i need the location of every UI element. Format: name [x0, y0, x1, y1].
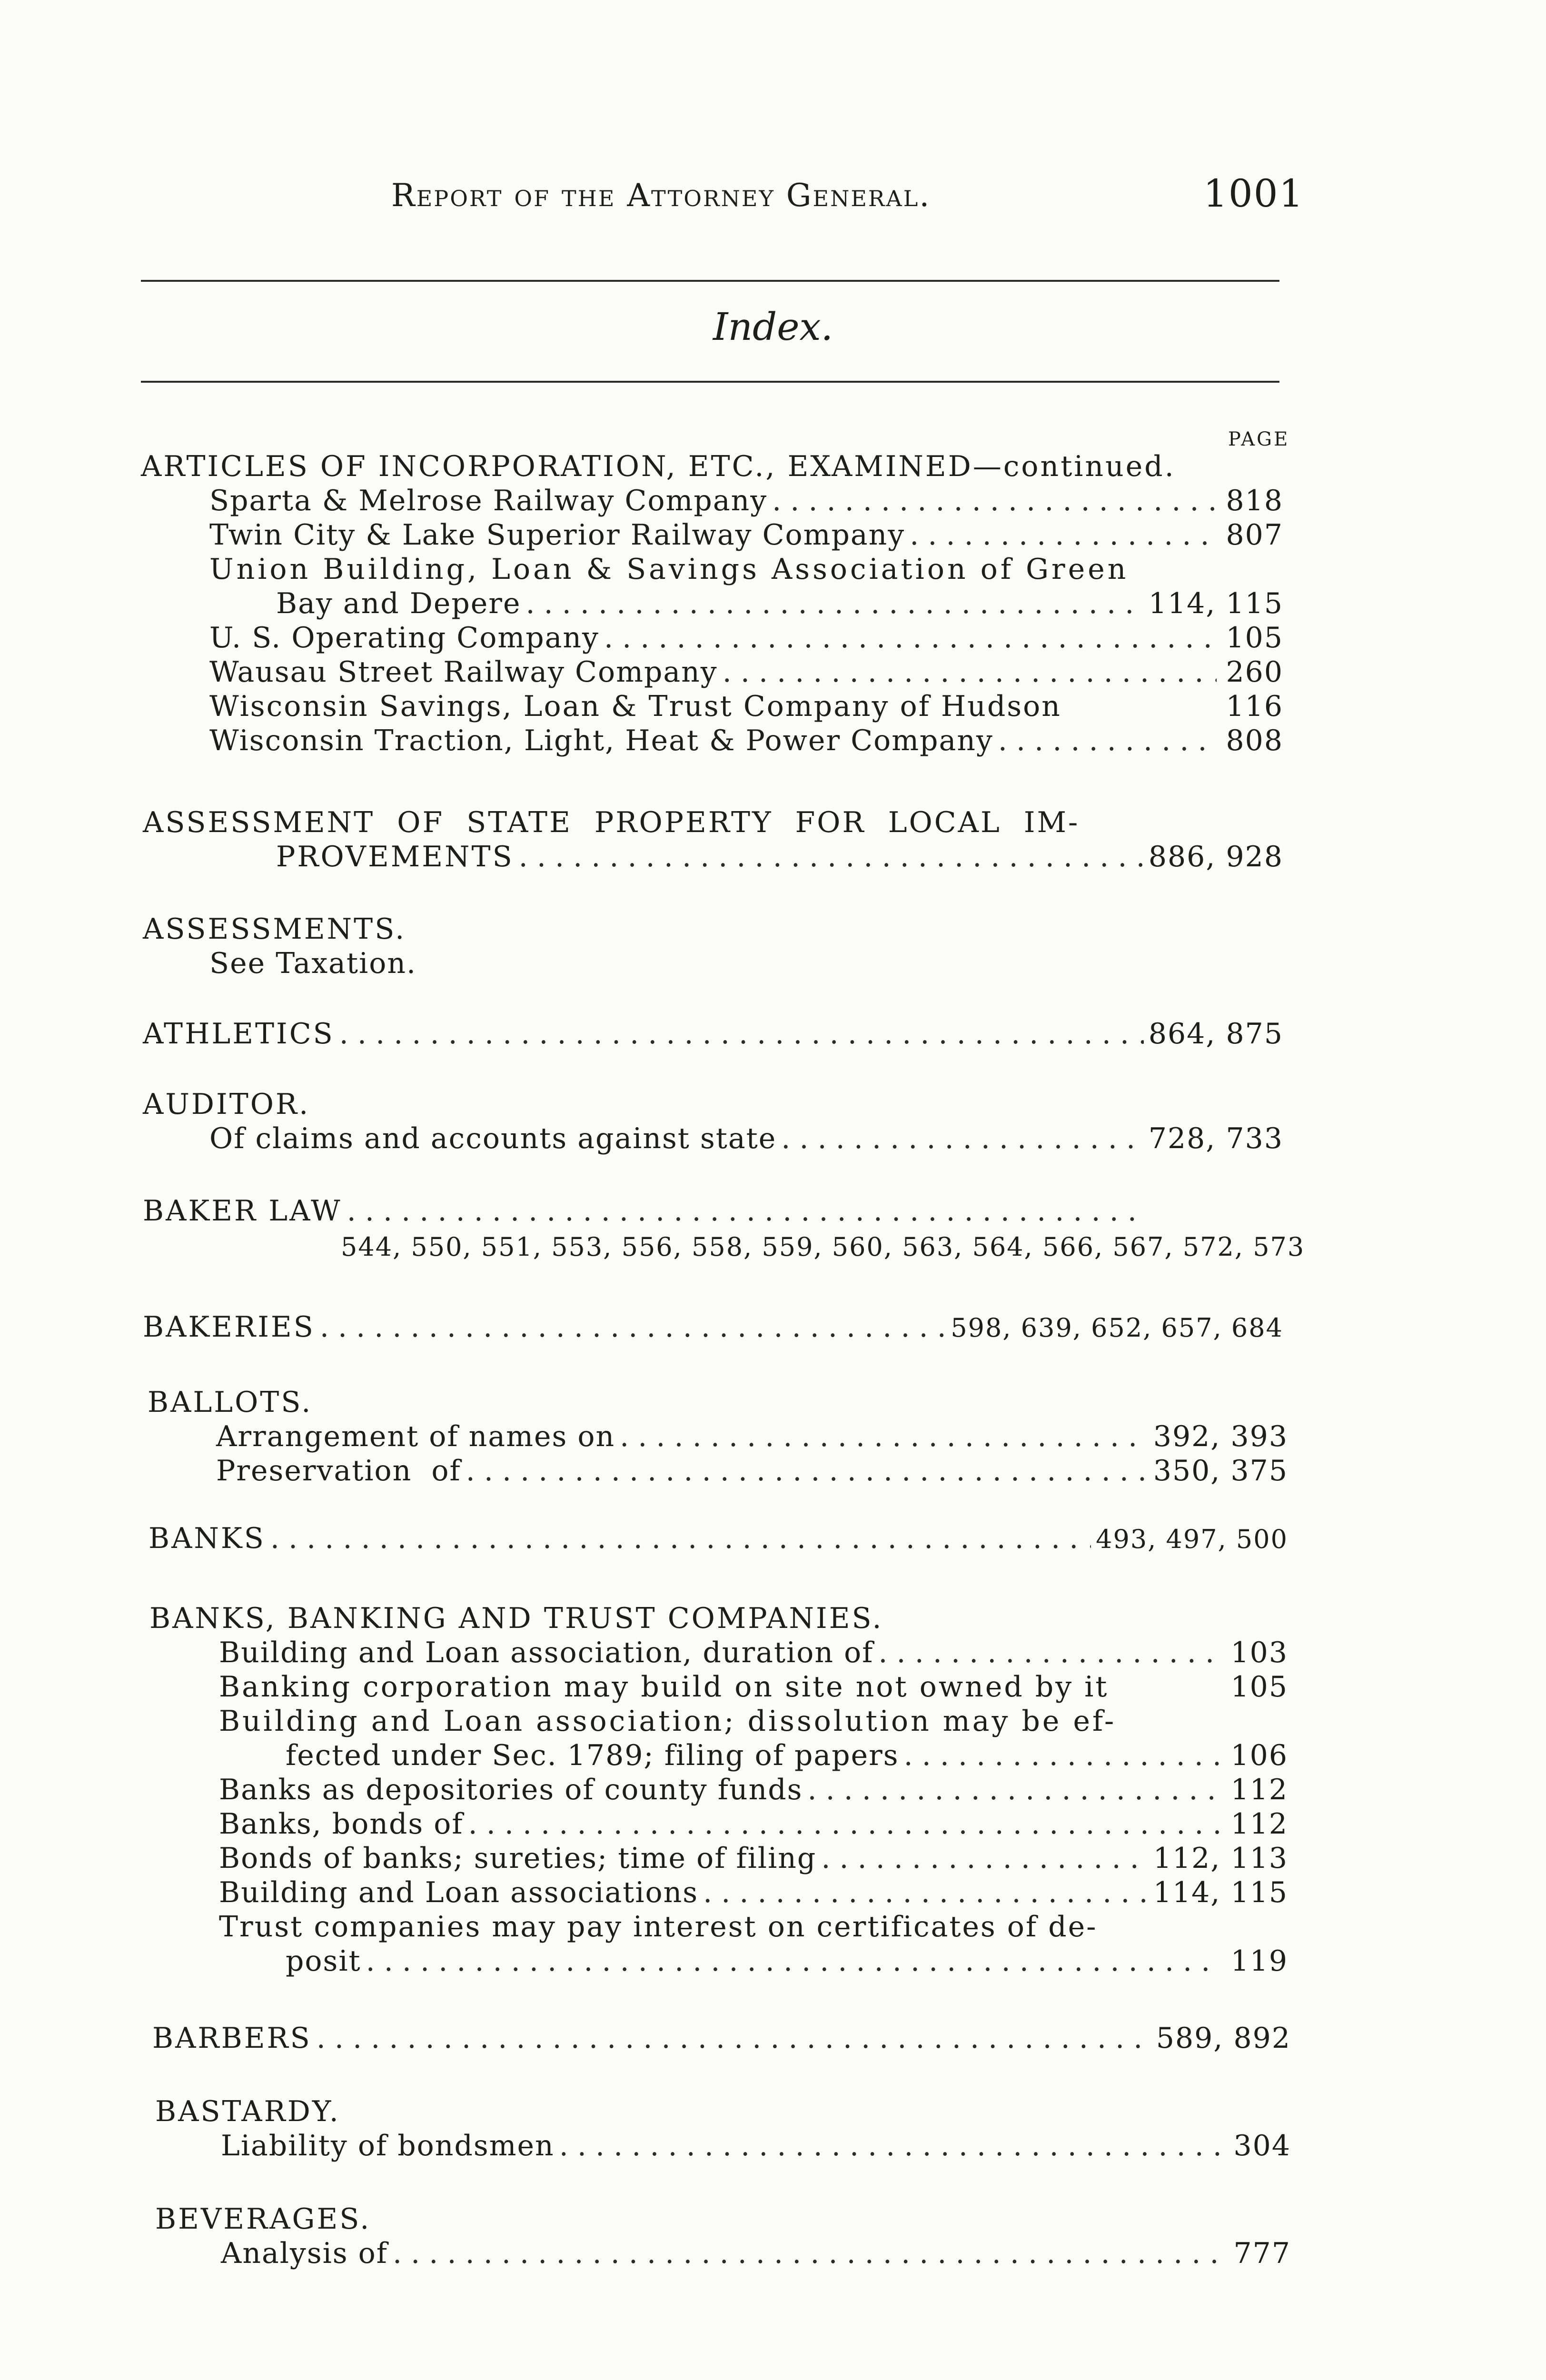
entry-text: Sparta & Melrose Railway Company [209, 484, 768, 517]
entry-text: BANKS [149, 1522, 266, 1555]
section-title: Index. [713, 305, 833, 349]
index-entry-text: See Taxation. [209, 947, 417, 980]
index-entry [209, 484, 1283, 518]
entry-pages: 260 [1226, 655, 1283, 689]
entry-pages: 103 [1230, 1636, 1288, 1669]
dot-leader [317, 2021, 1151, 2055]
dot-leader [559, 2129, 1224, 2163]
entry-text: BAKER LAW [143, 1194, 342, 1228]
dot-leader [772, 484, 1217, 518]
index-entry [219, 1841, 1288, 1875]
entry-text: Analysis of [221, 2237, 388, 2270]
entry-pages: 350, 375 [1153, 1454, 1288, 1488]
entry-text: Building and Loan associations [219, 1876, 699, 1909]
dot-leader [525, 586, 1143, 621]
entry-text: Banking corporation may build on site not owned by it [219, 1670, 1109, 1704]
dot-leader [878, 1636, 1221, 1670]
entry-pages: 808 [1226, 724, 1283, 757]
dot-leader [270, 1521, 1091, 1556]
entry-text: Preservation of [216, 1454, 461, 1488]
entry-pages: 112 [1230, 1807, 1288, 1841]
index-entry [216, 1419, 1288, 1454]
entry-pages: 114, 115 [1153, 1876, 1288, 1909]
page-column-label: PAGE [1228, 428, 1290, 450]
index-heading: ASSESSMENTS. [143, 912, 406, 946]
index-entry-text: Building and Loan association; dissolution may be ef- [219, 1705, 1117, 1738]
entry-text: Banks, bonds of [219, 1807, 464, 1841]
entry-pages: 864, 875 [1148, 1017, 1283, 1051]
index-entry [219, 1875, 1288, 1910]
dot-leader [904, 1738, 1221, 1773]
entry-text: BARBERS [152, 2022, 312, 2055]
page-number: 1001 [1203, 171, 1304, 216]
index-entry [221, 2129, 1291, 2163]
entry-text: Bonds of banks; sureties; time of filing [219, 1842, 817, 1875]
entry-pages: 114, 115 [1148, 587, 1283, 620]
dot-leader [781, 1121, 1144, 1156]
bottom-rule [141, 381, 1279, 383]
entry-text: Bay and Depere [276, 587, 521, 620]
entry-pages: 105 [1226, 621, 1283, 654]
dot-leader [366, 1944, 1221, 1978]
dot-leader [620, 1419, 1149, 1454]
index-entry [219, 1636, 1288, 1670]
entry-pages: 598, 639, 652, 657, 684 [951, 1313, 1283, 1343]
running-header: Report of the Attorney General. [391, 177, 931, 214]
dot-leader [723, 655, 1217, 689]
index-entry [276, 586, 1283, 621]
entry-text: Wisconsin Savings, Loan & Trust Company of Hudson [209, 690, 1061, 723]
entry-text: U. S. Operating Company [209, 621, 599, 654]
index-entry [209, 621, 1283, 655]
index-entry [219, 1807, 1288, 1841]
entry-text: Wisconsin Traction, Light, Heat & Power Company [209, 724, 993, 757]
index-entry [286, 1738, 1288, 1773]
page-list: 544, 550, 551, 553, 556, 558, 559, 560, 563, 564, 566, 567, 572, 573 [341, 1232, 1305, 1262]
entry-pages: 112, 113 [1153, 1842, 1288, 1875]
dot-leader [998, 724, 1217, 758]
entry-pages: 493, 497, 500 [1096, 1524, 1288, 1554]
dot-leader [320, 1310, 946, 1344]
entry-pages: 886, 928 [1148, 840, 1283, 873]
entry-text: PROVEMENTS [276, 840, 514, 873]
index-entry [219, 1670, 1288, 1704]
dot-leader [604, 621, 1217, 655]
index-entry [276, 840, 1283, 874]
dot-leader [703, 1875, 1149, 1910]
index-entry [143, 1194, 1152, 1228]
dot-leader [468, 1807, 1221, 1841]
entry-pages: 304 [1233, 2129, 1291, 2162]
top-rule [141, 280, 1279, 282]
entry-text: Banks as depositories of county funds [219, 1773, 803, 1806]
index-entry [209, 689, 1283, 724]
index-entry [219, 1773, 1288, 1807]
dot-leader [347, 1194, 1147, 1228]
index-entry [216, 1454, 1288, 1488]
entry-pages: 119 [1230, 1944, 1288, 1978]
dot-leader [393, 2236, 1224, 2271]
entry-text: Building and Loan association, duration of [219, 1636, 874, 1669]
entry-pages: 589, 892 [1156, 2022, 1291, 2055]
index-entry [209, 1121, 1283, 1156]
index-heading: BANKS, BANKING AND TRUST COMPANIES. [149, 1602, 883, 1635]
index-entry [221, 2236, 1291, 2271]
entry-pages: 777 [1233, 2237, 1291, 2270]
index-entry [209, 724, 1283, 758]
entry-pages: 728, 733 [1148, 1122, 1283, 1155]
dot-leader [466, 1454, 1149, 1488]
index-heading: ARTICLES OF INCORPORATION, ETC., EXAMINED—continued. [141, 450, 1176, 483]
index-entry [152, 2021, 1291, 2055]
entry-text: Of claims and accounts against state [209, 1122, 777, 1155]
index-entry [286, 1944, 1288, 1978]
index-entry [209, 655, 1283, 689]
entry-pages: 112 [1230, 1773, 1288, 1806]
dot-leader [519, 840, 1144, 874]
entry-text: ATHLETICS [143, 1017, 335, 1051]
index-heading: BASTARDY. [155, 2095, 340, 2128]
entry-pages: 807 [1226, 518, 1283, 552]
entry-text: fected under Sec. 1789; filing of papers [286, 1739, 899, 1772]
index-entry [149, 1521, 1288, 1557]
entry-text: posit [286, 1944, 361, 1978]
index-entry [209, 518, 1283, 552]
entry-text: Arrangement of names on [216, 1420, 615, 1453]
entry-pages: 116 [1226, 690, 1283, 723]
index-heading: BALLOTS. [148, 1386, 313, 1419]
index-heading: ASSESSMENT OF STATE PROPERTY FOR LOCAL IM- [143, 806, 1080, 839]
entry-pages: 106 [1230, 1739, 1288, 1772]
dot-leader [821, 1841, 1149, 1875]
dot-leader [807, 1773, 1221, 1807]
entry-pages: 818 [1226, 484, 1283, 517]
entry-text: BAKERIES [143, 1310, 315, 1344]
index-heading: AUDITOR. [143, 1088, 310, 1121]
entry-pages: 105 [1230, 1670, 1288, 1704]
dot-leader [910, 518, 1217, 552]
entry-text: Liability of bondsmen [221, 2129, 555, 2162]
dot-leader [339, 1017, 1144, 1051]
index-entry-text: Union Building, Loan & Savings Association of Green [209, 553, 1129, 586]
entry-pages: 392, 393 [1153, 1420, 1288, 1453]
index-entry-text: Trust companies may pay interest on certificates of de- [219, 1910, 1098, 1944]
entry-text: Wausau Street Railway Company [209, 655, 718, 689]
index-entry [143, 1017, 1283, 1051]
index-entry [143, 1310, 1283, 1345]
entry-text: Twin City & Lake Superior Railway Company [209, 518, 905, 552]
index-heading: BEVERAGES. [155, 2202, 371, 2236]
